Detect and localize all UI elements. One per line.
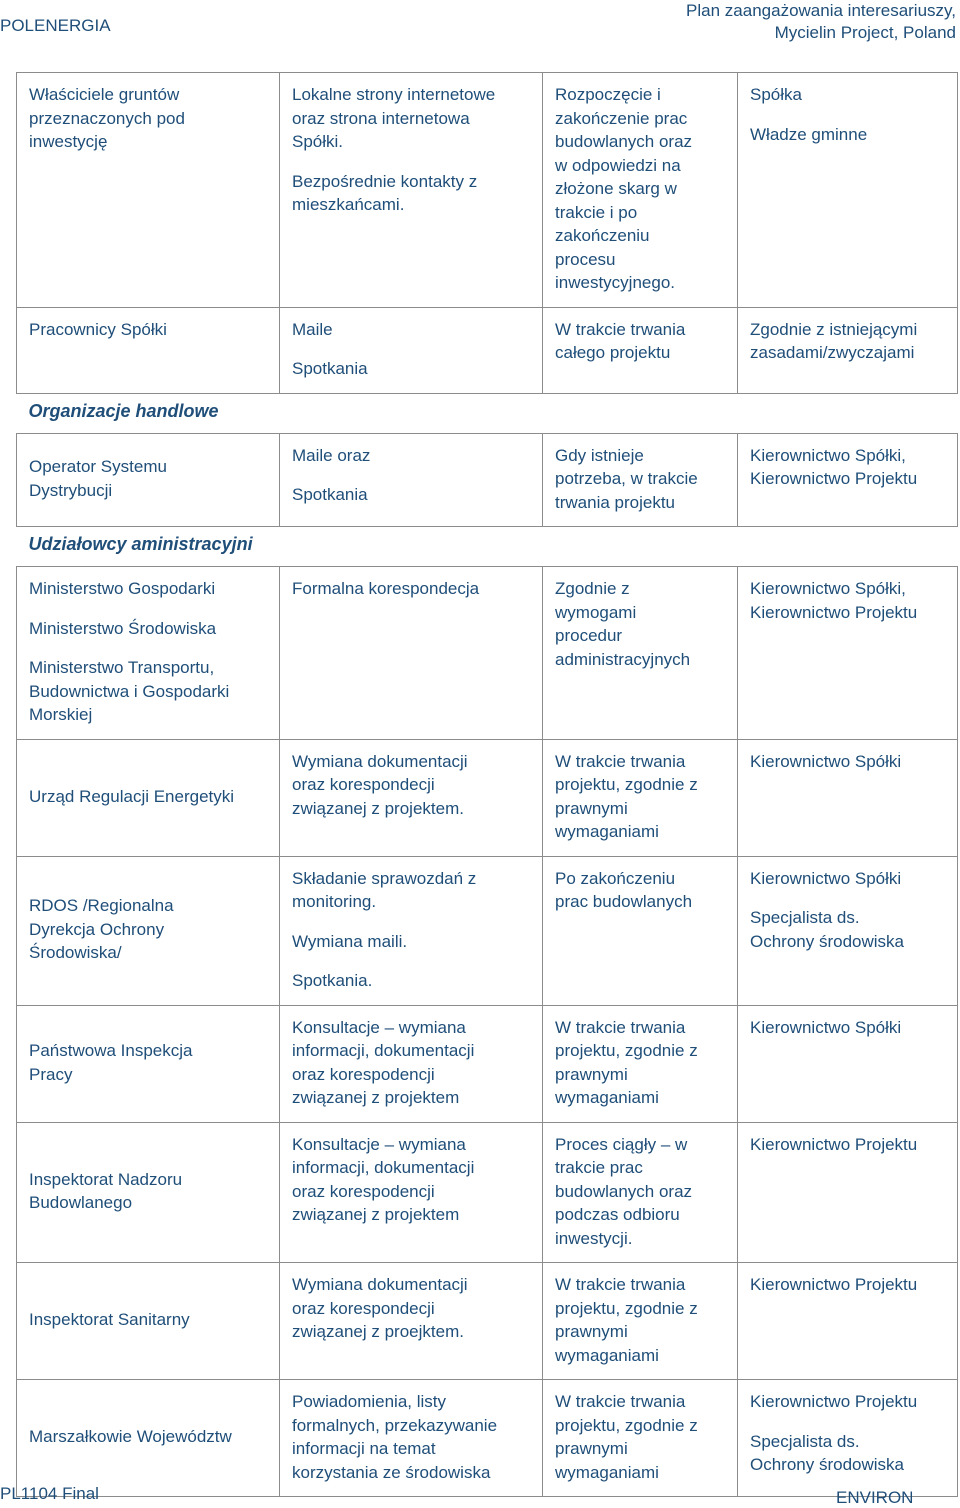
table-row bbox=[17, 307, 958, 393]
table-row bbox=[17, 1380, 958, 1497]
method-cell: Składanie sprawozdań z monitoring. Wymiana maili. Spotkania. bbox=[280, 856, 543, 1005]
timing-cell: Po zakończeniu prac budowlanych bbox=[543, 856, 738, 1005]
stakeholder-cell: Operator Systemu Dystrybucji bbox=[17, 433, 280, 527]
method-cell: Formalna korespondecja bbox=[280, 567, 543, 740]
responsible-cell: Kierownictwo Projektu bbox=[738, 1263, 958, 1380]
method-cell: Wymiana dokumentacji oraz korespondecji związanej z proejktem. bbox=[280, 1263, 543, 1380]
timing-cell: Proces ciągły – w trakcie prac budowlanych oraz podczas odbioru inwestycji. bbox=[543, 1122, 738, 1263]
table-row bbox=[17, 739, 958, 856]
method-cell: Wymiana dokumentacji oraz korespondecji związanej z projektem. bbox=[280, 739, 543, 856]
header-title-line: Plan zaangażowania interesariuszy, bbox=[686, 1, 956, 20]
stakeholder-table bbox=[16, 72, 958, 1497]
stakeholder-cell: Właściciele gruntów przeznaczonych pod inwestycję bbox=[17, 73, 280, 308]
footer-document-code: PL1104 Final bbox=[0, 1484, 99, 1503]
table-row bbox=[17, 567, 958, 740]
method-cell: Maile Spotkania bbox=[280, 307, 543, 393]
method-cell: Maile oraz Spotkania bbox=[280, 433, 543, 527]
responsible-cell: Kierownictwo Spółki, Kierownictwo Projektu bbox=[738, 567, 958, 740]
method-cell: Lokalne strony internetowe oraz strona internetowa Spółki. Bezpośrednie kontakty z mieszkańcami. bbox=[280, 73, 543, 308]
category-heading: Organizacje handlowe bbox=[17, 393, 958, 433]
responsible-cell: Kierownictwo Projektu Specjalista ds. Ochrony środowiska bbox=[738, 1380, 958, 1497]
table-row bbox=[17, 433, 958, 527]
timing-cell: Gdy istnieje potrzeba, w trakcie trwania projektu bbox=[543, 433, 738, 527]
method-cell: Konsultacje – wymiana informacji, dokumentacji oraz korespodencji związanej z projektem bbox=[280, 1122, 543, 1263]
table-row bbox=[17, 73, 958, 308]
category-heading: Udziałowcy aministracyjni bbox=[17, 527, 958, 567]
stakeholder-cell: Inspektorat Nadzoru Budowlanego bbox=[17, 1122, 280, 1263]
timing-cell: W trakcie trwania projektu, zgodnie z prawnymi wymaganiami bbox=[543, 1005, 738, 1122]
header-document-title bbox=[686, 0, 956, 44]
table-row bbox=[17, 1263, 958, 1380]
stakeholder-cell: Państwowa Inspekcja Pracy bbox=[17, 1005, 280, 1122]
stakeholder-cell: Urząd Regulacji Energetyki bbox=[17, 739, 280, 856]
responsible-cell: Kierownictwo Projektu bbox=[738, 1122, 958, 1263]
timing-cell: W trakcie trwania projektu, zgodnie z prawnymi wymaganiami bbox=[543, 1380, 738, 1497]
method-cell: Konsultacje – wymiana informacji, dokumentacji oraz korespodencji związanej z projektem bbox=[280, 1005, 543, 1122]
timing-cell: W trakcie trwania całego projektu bbox=[543, 307, 738, 393]
stakeholder-cell: Inspektorat Sanitarny bbox=[17, 1263, 280, 1380]
responsible-cell: Zgodnie z istniejącymi zasadami/zwyczajami bbox=[738, 307, 958, 393]
responsible-cell: Spółka Władze gminne bbox=[738, 73, 958, 308]
footer-company: ENVIRON bbox=[836, 1488, 914, 1507]
header-title-line: Mycielin Project, Poland bbox=[774, 23, 956, 42]
table-row bbox=[17, 1005, 958, 1122]
stakeholder-cell: Pracownicy Spółki bbox=[17, 307, 280, 393]
timing-cell: Zgodnie z wymogami procedur administracyjnych bbox=[543, 567, 738, 740]
table-row bbox=[17, 1122, 958, 1263]
method-cell: Powiadomienia, listy formalnych, przekazywanie informacji na temat korzystania ze środowiska bbox=[280, 1380, 543, 1497]
stakeholder-cell: Marszałkowie Województw bbox=[17, 1380, 280, 1497]
timing-cell: W trakcie trwania projektu, zgodnie z prawnymi wymaganiami bbox=[543, 1263, 738, 1380]
responsible-cell: Kierownictwo Spółki, Kierownictwo Projektu bbox=[738, 433, 958, 527]
stakeholder-cell: RDOS /Regionalna Dyrekcja Ochrony Środowiska/ bbox=[17, 856, 280, 1005]
responsible-cell: Kierownictwo Spółki bbox=[738, 739, 958, 856]
responsible-cell: Kierownictwo Spółki bbox=[738, 1005, 958, 1122]
table-row bbox=[17, 856, 958, 1005]
category-row bbox=[17, 393, 958, 433]
responsible-cell: Kierownictwo Spółki Specjalista ds. Ochrony środowiska bbox=[738, 856, 958, 1005]
timing-cell: Rozpoczęcie i zakończenie prac budowlanych oraz w odpowiedzi na złożone skarg w trakcie i po zakończeniu procesu inwestycyjnego. bbox=[543, 73, 738, 308]
timing-cell: W trakcie trwania projektu, zgodnie z prawnymi wymaganiami bbox=[543, 739, 738, 856]
header-company: POLENERGIA bbox=[0, 16, 111, 35]
category-row bbox=[17, 527, 958, 567]
stakeholder-cell: Ministerstwo Gospodarki Ministerstwo Środowiska Ministerstwo Transportu, Budownictwa i Gospodarki Morskiej bbox=[17, 567, 280, 740]
